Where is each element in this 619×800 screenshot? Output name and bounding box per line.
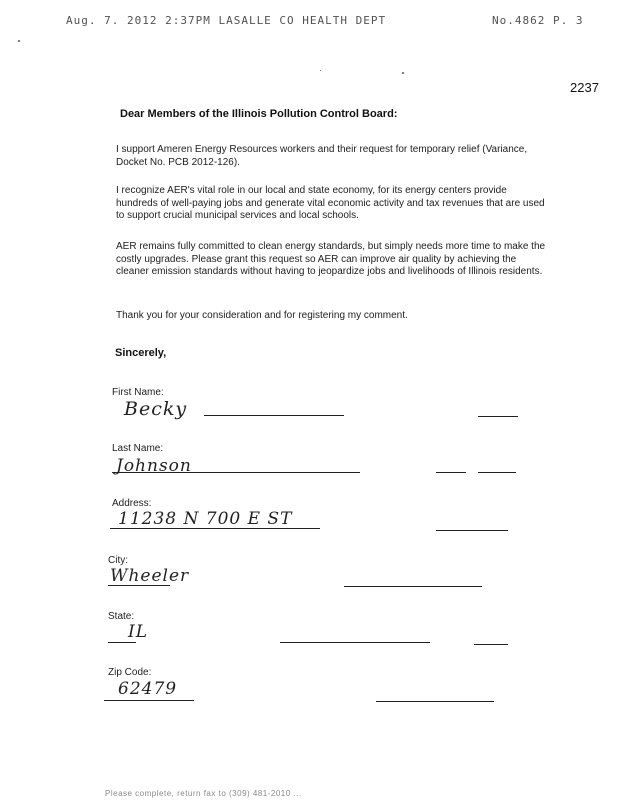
letter-closing: Sincerely, bbox=[115, 347, 167, 359]
first-name-line bbox=[204, 415, 344, 416]
zip-code-line bbox=[104, 700, 194, 701]
last-name-extra-line-2 bbox=[478, 472, 516, 473]
state-line bbox=[108, 642, 136, 643]
zip-code-extra-line bbox=[376, 701, 494, 702]
address-label: Address: bbox=[112, 498, 152, 509]
document-number: 2237 bbox=[570, 80, 599, 95]
city-label: City: bbox=[108, 555, 128, 566]
letter-paragraph: AER remains fully committed to clean energy standards, but simply needs more time to make the costly upgrades. Please grant this request so AER can improve air quality by achieving the cleaner emission standards without having to jeopardize jobs and livelihoods of Illinois residents. bbox=[116, 241, 546, 277]
address-line bbox=[110, 528, 320, 529]
scan-speck bbox=[402, 72, 404, 74]
zip-code-label: Zip Code: bbox=[108, 667, 152, 678]
scan-speck bbox=[320, 70, 321, 71]
last-name-label: Last Name: bbox=[112, 443, 164, 454]
city-extra-line bbox=[344, 586, 482, 587]
last-name-extra-line-1 bbox=[436, 472, 466, 473]
state-extra-line-1 bbox=[280, 642, 430, 643]
address-handwritten[interactable]: 11238 N 700 E ST bbox=[118, 509, 293, 529]
state-label: State: bbox=[108, 611, 135, 622]
last-name-line bbox=[112, 472, 360, 473]
letter-paragraph: Thank you for your consideration and for registering my comment. bbox=[116, 310, 408, 321]
state-handwritten[interactable]: IL bbox=[128, 622, 149, 642]
city-handwritten[interactable]: Wheeler bbox=[110, 566, 190, 586]
page-footer-text: Please complete, return fax to (309) 481-2010 ... bbox=[105, 789, 302, 798]
letter-paragraph: I recognize AER's vital role in our local and state economy, for its energy centers provide hundreds of well-paying jobs and generate vital economic activity and tax revenues that are used to support crucial municipal services and local schools. bbox=[116, 185, 545, 221]
first-name-label: First Name: bbox=[112, 387, 164, 398]
letter-salutation: Dear Members of the Illinois Pollution Control Board: bbox=[120, 108, 398, 120]
fax-header-right: No.4862 P. 3 bbox=[492, 14, 584, 27]
address-extra-line bbox=[436, 530, 508, 531]
state-extra-line-2 bbox=[474, 644, 508, 645]
first-name-extra-line bbox=[478, 416, 518, 417]
scan-speck bbox=[18, 40, 20, 42]
city-line bbox=[108, 585, 170, 586]
letter-paragraph: I support Ameren Energy Resources workers and their request for temporary relief (Variance, Docket No. PCB 2012-126). bbox=[116, 144, 528, 168]
fax-header-left: Aug. 7. 2012 2:37PM LASALLE CO HEALTH DEPT bbox=[66, 14, 387, 27]
zip-code-handwritten[interactable]: 62479 bbox=[118, 679, 178, 699]
last-name-handwritten[interactable]: Johnson bbox=[116, 456, 192, 476]
first-name-handwritten[interactable]: Becky bbox=[124, 398, 188, 420]
